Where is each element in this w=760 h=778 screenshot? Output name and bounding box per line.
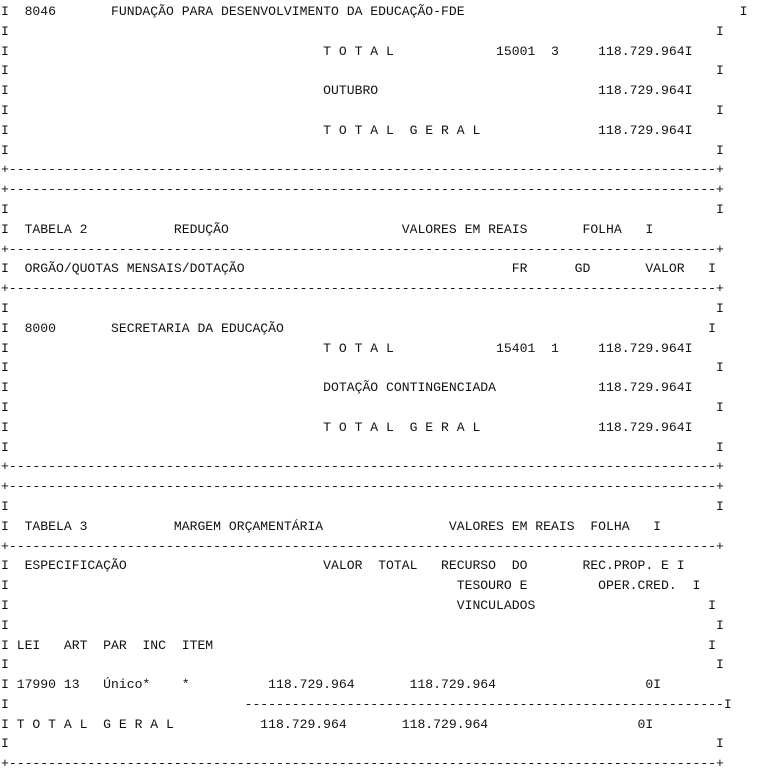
report-line: I TESOURO E OPER.CRED. I	[1, 578, 701, 594]
report-line: I I	[1, 360, 724, 376]
report-line: I T O T A L G E R A L 118.729.964I	[1, 419, 693, 435]
report-line: I T O T A L 15001 3 118.729.964I	[1, 43, 693, 59]
report-line: +------------------------------------------------------------------------------------------+	[1, 538, 724, 554]
report-line: I ORGÃO/QUOTAS MENSAIS/DOTAÇÃO FR GD VALOR I	[1, 261, 717, 277]
report-line: I T O T A L 15401 1 118.729.964I	[1, 340, 693, 356]
report-line: I ESPECIFICAÇÃO VALOR TOTAL RECURSO DO REC.PROP. E I	[1, 558, 685, 574]
report-line: +------------------------------------------------------------------------------------------+	[1, 162, 724, 178]
report-line: I I	[1, 617, 724, 633]
report-line: I I	[1, 63, 724, 79]
report-line: I 17990 13 Único* * 118.729.964 118.729.964 0I	[1, 677, 662, 693]
budget-report-printout	[1, 2, 747, 774]
report-line: I LEI ART PAR INC ITEM I	[1, 637, 717, 653]
report-line: I TABELA 3 MARGEM ORÇAMENTÁRIA VALORES EM REAIS FOLHA I	[1, 518, 662, 534]
report-line: I I	[1, 102, 724, 118]
report-line: I DOTAÇÃO CONTINGENCIADA 118.729.964I	[1, 380, 693, 396]
report-line: +------------------------------------------------------------------------------------------+	[1, 281, 724, 297]
report-line: I OUTUBRO 118.729.964I	[1, 83, 693, 99]
report-line: I I	[1, 399, 724, 415]
report-line: I T O T A L G E R A L 118.729.964I	[1, 122, 693, 138]
report-line: I I	[1, 498, 724, 514]
report-line: I I	[1, 657, 724, 673]
report-line: I I	[1, 23, 724, 39]
report-line: +------------------------------------------------------------------------------------------+	[1, 459, 724, 475]
report-line: I T O T A L G E R A L 118.729.964 118.729.964 0I	[1, 716, 654, 732]
report-line: I VINCULADOS I	[1, 597, 717, 613]
report-line: I 8000 SECRETARIA DA EDUCAÇÃO I	[1, 320, 717, 336]
report-line: +------------------------------------------------------------------------------------------+	[1, 182, 724, 198]
report-line: I 8046 FUNDAÇÃO PARA DESENVOLVIMENTO DA EDUCAÇÃO-FDE I	[1, 4, 748, 19]
report-line: +------------------------------------------------------------------------------------------+	[1, 241, 724, 257]
report-line: I I	[1, 736, 724, 752]
report-line: I I	[1, 439, 724, 455]
report-line: I I	[1, 142, 724, 158]
report-line: I I	[1, 201, 724, 217]
report-line: I -------------------------------------------------------------I	[1, 696, 732, 712]
report-line: I TABELA 2 REDUÇÃO VALORES EM REAIS FOLHA I	[1, 221, 654, 237]
report-line: I I	[1, 300, 724, 316]
report-line: +------------------------------------------------------------------------------------------+	[1, 479, 724, 495]
report-line: +------------------------------------------------------------------------------------------+	[1, 756, 724, 772]
